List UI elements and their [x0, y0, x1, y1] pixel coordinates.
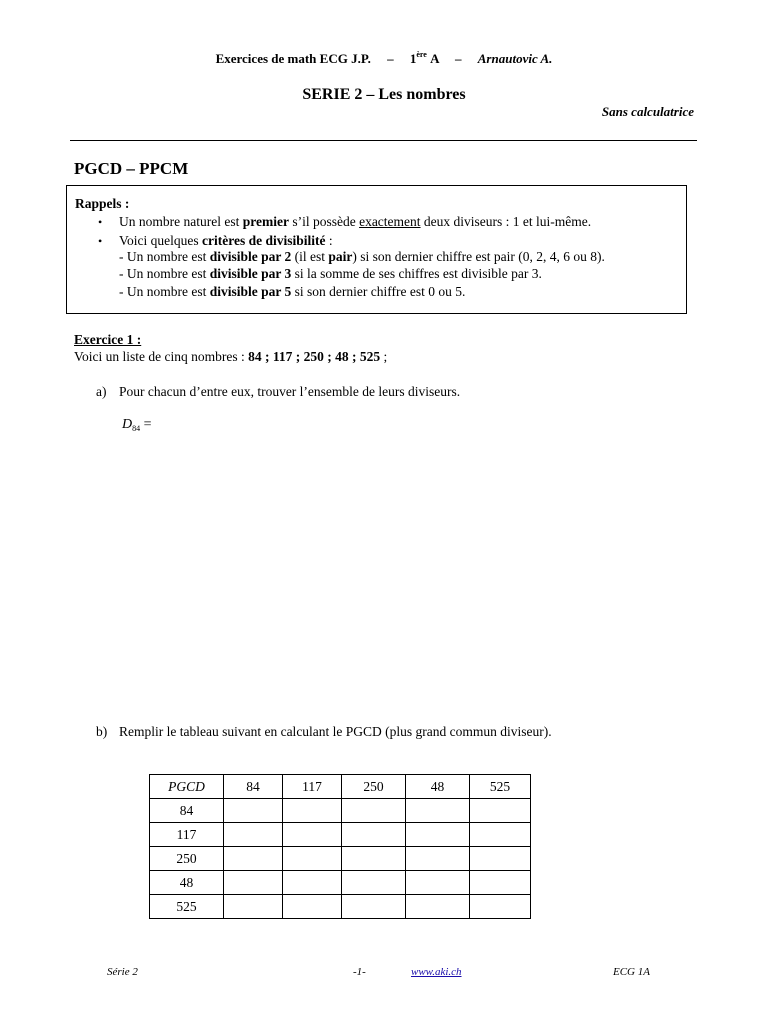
empty-cell: [283, 823, 342, 847]
question-text: Remplir le tableau suivant en calculant le PGCD (plus grand commun diviseur).: [119, 724, 552, 739]
footer-website-link[interactable]: www.aki.ch: [411, 966, 462, 978]
empty-cell: [342, 823, 406, 847]
critere-5: [119, 284, 465, 300]
critere-2: [119, 249, 605, 265]
bold-term: divisible par 3: [209, 266, 292, 281]
pgcd-table: [149, 774, 531, 919]
rappel-criteres: [119, 233, 333, 249]
bold-term: divisible par 5: [209, 284, 292, 299]
empty-cell: [224, 799, 283, 823]
table-corner-cell: PGCD: [150, 775, 224, 799]
text: - Un nombre est: [119, 284, 210, 299]
rappels-box: [66, 185, 687, 314]
empty-cell: [342, 871, 406, 895]
empty-cell: [406, 799, 470, 823]
text: ;: [380, 349, 388, 364]
empty-cell: [342, 799, 406, 823]
set-subscript: 84: [132, 424, 141, 433]
footer-class: ECG 1A: [613, 966, 650, 978]
empty-cell: [224, 823, 283, 847]
bold-term: divisible par 2: [209, 249, 292, 264]
empty-cell: [406, 847, 470, 871]
row-header: 525: [150, 895, 224, 919]
question-label: b): [96, 724, 108, 739]
empty-cell: [406, 895, 470, 919]
footer-page-number: -1-: [353, 966, 366, 978]
empty-cell: [283, 799, 342, 823]
number-list: 84 ; 117 ; 250 ; 48 ; 525: [248, 349, 381, 364]
table-row: [150, 871, 531, 895]
table-row: [150, 799, 531, 823]
text: s’il possède: [288, 214, 360, 229]
empty-cell: [283, 847, 342, 871]
bold-term: pair: [328, 249, 353, 264]
table-header-row: [150, 775, 531, 799]
empty-cell: [470, 823, 531, 847]
empty-cell: [470, 799, 531, 823]
text: (il est: [291, 249, 329, 264]
empty-cell: [470, 847, 531, 871]
column-header: 48: [406, 775, 470, 799]
text: - Un nombre est: [119, 249, 210, 264]
rappels-title: Rappels :: [75, 196, 130, 211]
equals-sign: =: [140, 417, 152, 432]
class-superscript: ère: [416, 50, 427, 59]
question-b: [96, 724, 552, 740]
question-a: [96, 384, 460, 400]
critere-3: [119, 266, 542, 282]
row-header: 48: [150, 871, 224, 895]
empty-cell: [224, 895, 283, 919]
empty-cell: [224, 847, 283, 871]
table-row: [150, 847, 531, 871]
empty-cell: [283, 895, 342, 919]
class-suffix: A: [430, 51, 439, 66]
row-header: 250: [150, 847, 224, 871]
empty-cell: [283, 871, 342, 895]
header-separator: –: [387, 51, 394, 66]
bold-term: critères de divisibilité: [202, 233, 326, 248]
text: :: [325, 233, 333, 248]
text: deux diviseurs : 1 et lui-même.: [420, 214, 592, 229]
table-row: [150, 823, 531, 847]
empty-cell: [470, 895, 531, 919]
text: si la somme de ses chiffres est divisible par 3.: [291, 266, 542, 281]
text: si son dernier chiffre est 0 ou 5.: [291, 284, 466, 299]
exercise-title: Exercice 1 :: [74, 332, 142, 347]
column-header: 250: [342, 775, 406, 799]
course-name: Exercices de math ECG J.P.: [215, 51, 371, 66]
set-symbol: D: [122, 417, 133, 432]
section-title: PGCD – PPCM: [74, 159, 189, 178]
empty-cell: [470, 871, 531, 895]
page-subtitle: Sans calculatrice: [601, 104, 694, 119]
bold-term: premier: [242, 214, 289, 229]
text: ) si son dernier chiffre est pair (0, 2, 4, 6 ou 8).: [352, 249, 605, 264]
column-header: 525: [470, 775, 531, 799]
column-header: 117: [283, 775, 342, 799]
empty-cell: [224, 871, 283, 895]
divisor-set-84: [122, 417, 152, 433]
empty-cell: [342, 847, 406, 871]
text: Voici quelques: [119, 233, 202, 248]
underlined-term: exactement: [359, 214, 421, 229]
row-header: 117: [150, 823, 224, 847]
author-name: Arnautovic A.: [477, 51, 553, 66]
footer-series: Série 2: [107, 966, 138, 978]
text: Voici un liste de cinq nombres :: [74, 349, 249, 364]
row-header: 84: [150, 799, 224, 823]
class-level: [410, 51, 439, 66]
header-separator-2: –: [455, 51, 462, 66]
text: - Un nombre est: [119, 266, 210, 281]
bullet-icon: •: [98, 215, 103, 229]
text: Un nombre naturel est: [119, 214, 243, 229]
document-header: [0, 50, 768, 67]
empty-cell: [406, 871, 470, 895]
empty-cell: [406, 823, 470, 847]
bullet-icon: •: [98, 234, 103, 248]
table-row: [150, 895, 531, 919]
empty-cell: [342, 895, 406, 919]
class-number: 1: [409, 51, 417, 66]
page-title: SERIE 2 – Les nombres: [302, 86, 466, 103]
question-text: Pour chacun d’entre eux, trouver l’ensemble de leurs diviseurs.: [119, 384, 461, 399]
exercise-intro: [74, 349, 387, 365]
header-divider: [70, 140, 697, 141]
rappel-premier: [119, 214, 591, 230]
column-header: 84: [224, 775, 283, 799]
question-label: a): [96, 384, 107, 399]
